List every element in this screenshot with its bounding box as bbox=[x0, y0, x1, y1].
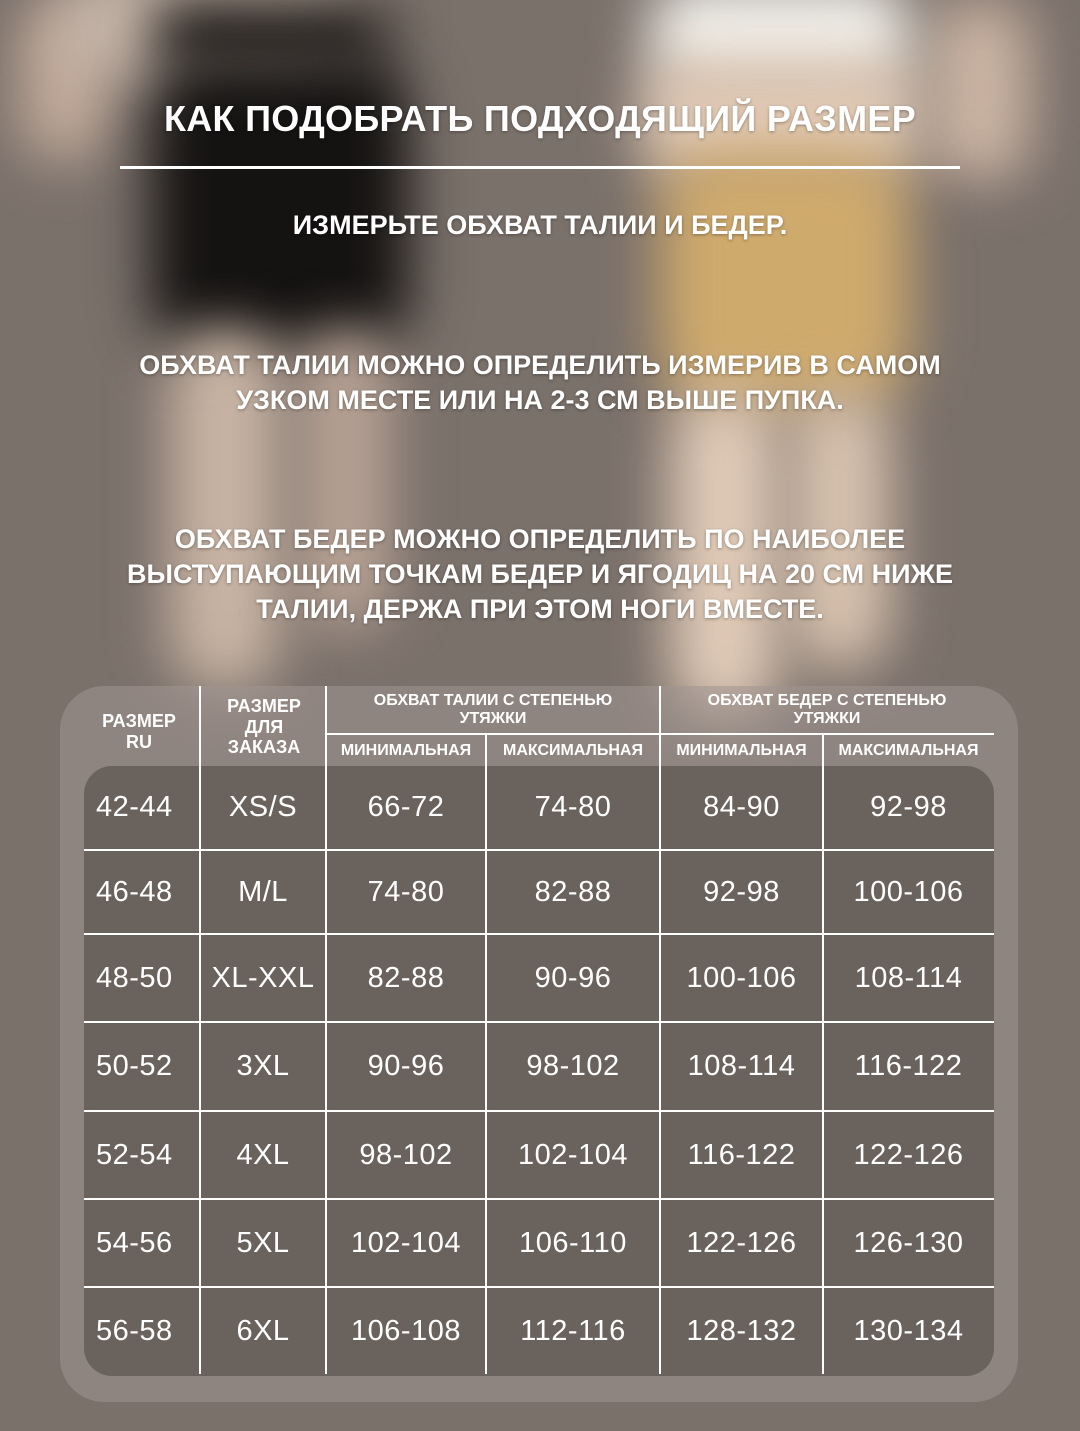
cell-waist-min: 106-108 bbox=[351, 1314, 461, 1347]
page-title: КАК ПОДОБРАТЬ ПОДХОДЯЩИЙ РАЗМЕР bbox=[163, 98, 917, 139]
cell-hips-min: 128-132 bbox=[686, 1314, 797, 1347]
cell-size-ru: 42-44 bbox=[96, 791, 173, 823]
cell-waist-max: 82-88 bbox=[534, 875, 612, 908]
instruction-hips: ОБХВАТ БЕДЕР МОЖНО ОПРЕДЕЛИТЬ ПО НАИБОЛЕЕ ВЫСТУПАЮЩИМ ТОЧКАМ БЕДЕР И ЯГОДИЦ НА 20 СМ НИЖЕ ТАЛИИ, ДЕРЖА ПРИ ЭТОМ НОГИ ВМЕСТЕ. bbox=[127, 524, 953, 624]
cell-waist-max: 74-80 bbox=[534, 791, 612, 823]
title-divider bbox=[120, 166, 960, 169]
header-order-size: РАЗМЕР ДЛЯ ЗАКАЗА bbox=[227, 695, 301, 758]
cell-size-ru: 54-56 bbox=[96, 1226, 173, 1259]
cell-waist-max: 102-104 bbox=[518, 1138, 628, 1171]
cell-hips-min: 100-106 bbox=[686, 961, 797, 994]
header-waist-group: ОБХВАТ ТАЛИИ С СТЕПЕНЬЮ УТЯЖКИ bbox=[373, 691, 613, 727]
header-hips-min: МИНИМАЛЬНАЯ bbox=[676, 741, 807, 759]
cell-order-size: XL-XXL bbox=[211, 961, 315, 994]
cell-waist-min: 98-102 bbox=[359, 1138, 453, 1171]
cell-hips-min: 116-122 bbox=[687, 1138, 796, 1171]
cell-order-size: 6XL bbox=[236, 1314, 290, 1347]
cell-size-ru: 56-58 bbox=[96, 1314, 173, 1347]
cell-waist-min: 82-88 bbox=[367, 961, 445, 994]
instruction-measure: ИЗМЕРЬТЕ ОБХВАТ ТАЛИИ И БЕДЕР. bbox=[292, 210, 788, 240]
cell-size-ru: 46-48 bbox=[96, 875, 173, 908]
header-waist-max: МАКСИМАЛЬНАЯ bbox=[503, 741, 643, 759]
cell-hips-max: 122-126 bbox=[853, 1138, 964, 1171]
cell-size-ru: 50-52 bbox=[96, 1050, 173, 1082]
instruction-waist: ОБХВАТ ТАЛИИ МОЖНО ОПРЕДЕЛИТЬ ИЗМЕРИВ В САМОМ УЗКОМ МЕСТЕ ИЛИ НА 2-3 СМ ВЫШЕ ПУПКА. bbox=[139, 350, 941, 415]
cell-hips-max: 116-122 bbox=[854, 1050, 963, 1082]
cell-order-size: 5XL bbox=[236, 1226, 290, 1259]
cell-waist-max: 112-116 bbox=[520, 1314, 626, 1347]
cell-hips-min: 84-90 bbox=[703, 791, 780, 823]
header-hips-group: ОБХВАТ БЕДЕР С СТЕПЕНЬЮ УТЯЖКИ bbox=[707, 691, 947, 727]
cell-order-size: M/L bbox=[238, 875, 288, 908]
cell-waist-max: 106-110 bbox=[519, 1226, 627, 1259]
cell-size-ru: 52-54 bbox=[96, 1138, 173, 1171]
header-waist-min: МИНИМАЛЬНАЯ bbox=[340, 741, 472, 759]
cell-waist-max: 90-96 bbox=[534, 961, 612, 994]
cell-waist-max: 98-102 bbox=[526, 1050, 620, 1082]
cell-hips-max: 126-130 bbox=[853, 1226, 964, 1259]
cell-order-size: 3XL bbox=[236, 1050, 290, 1082]
header-size-ru: РАЗМЕР RU bbox=[102, 711, 176, 752]
cell-size-ru: 48-50 bbox=[96, 961, 173, 994]
cell-hips-min: 108-114 bbox=[687, 1050, 796, 1082]
header-hips-max: МАКСИМАЛЬНАЯ bbox=[838, 741, 979, 759]
cell-waist-min: 66-72 bbox=[367, 791, 445, 823]
cell-hips-max: 92-98 bbox=[870, 791, 947, 823]
cell-order-size: 4XL bbox=[236, 1138, 290, 1171]
cell-waist-min: 90-96 bbox=[367, 1050, 445, 1082]
cell-hips-max: 100-106 bbox=[853, 875, 964, 908]
cell-hips-max: 108-114 bbox=[854, 961, 963, 994]
cell-waist-min: 102-104 bbox=[351, 1226, 461, 1259]
cell-hips-max: 130-134 bbox=[853, 1314, 964, 1347]
cell-hips-min: 122-126 bbox=[686, 1226, 797, 1259]
cell-waist-min: 74-80 bbox=[367, 875, 445, 908]
cell-hips-min: 92-98 bbox=[703, 875, 780, 908]
cell-order-size: XS/S bbox=[228, 791, 298, 823]
